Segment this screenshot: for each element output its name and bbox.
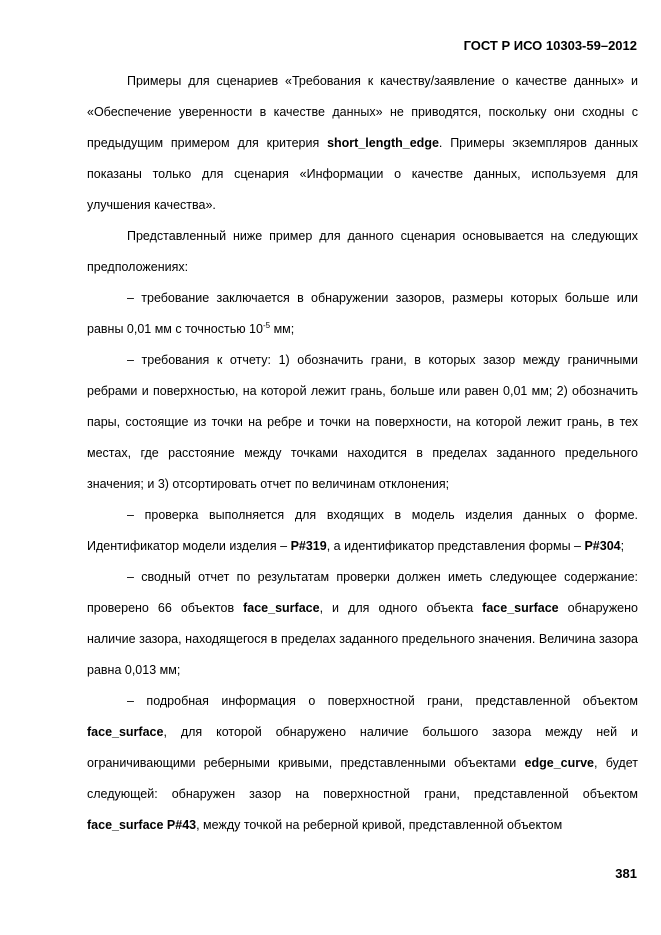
entity-name: face_surface [87,725,164,739]
paragraph-text: , и для одного объекта [319,601,483,615]
paragraph-text: , будет следующей: обнаружен зазор на поверхностной грани, представленной объектом [87,756,638,801]
paragraph-text: – требование заключается в обнаружении зазоров, размеры которых больше или равны 0,01 мм с точностью 10 [87,291,638,336]
paragraph-text: Примеры для сценариев «Требования к качеству/заявление о качестве данных» и «Обеспечение уверенности в качестве данных» не приводятся, поскольку они сходны с предыдущим примером для критерия [87,74,638,150]
paragraph-text: – подробная информация о поверхностной грани, представленной объектом [127,694,638,708]
paragraph-text: – проверка выполняется для входящих в модель изделия данных о форме. Идентификатор модели изделия – [87,508,638,553]
entity-name: face_surface [482,601,559,615]
entity-instance: face_surface P#43 [87,818,197,832]
paragraph-text: , а идентификатор представления формы – [326,539,585,553]
entity-name: face_surface [243,601,320,615]
shape-representation-id: P#304 [584,539,621,553]
paragraph-5 [87,500,638,562]
document-code-header: ГОСТ Р ИСО 10303-59–2012 [463,38,637,53]
paragraph-2: Представленный ниже пример для данного сценария основывается на следующих предположениях: [87,229,638,274]
paragraph-text: мм; [270,322,295,336]
paragraph-text: ; [620,539,625,553]
paragraph-text: . Примеры экземпляров данных показаны только для сценария «Информации о качестве данных, используемя для улучшения качества». [87,136,639,212]
paragraph-text: – сводный отчет по результатам проверки должен иметь следующее содержание: проверено 66 объектов [87,570,638,615]
document-body [87,66,638,841]
entity-name: edge_curve [524,756,594,770]
paragraph-text: , между точкой на реберной кривой, представленной объектом [196,818,563,832]
page-number: 381 [615,866,637,881]
exponent: -5 [262,320,271,330]
criterion-name: short_length_edge [327,136,439,150]
product-model-id: P#319 [290,539,327,553]
paragraph-3 [87,283,638,345]
paragraph-7 [87,686,638,841]
paragraph-1 [87,66,638,221]
paragraph-4: – требования к отчету: 1) обозначить грани, в которых зазор между граничными ребрами и поверхностью, на которой лежит грань, больше или равен 0,01 мм; 2) обозначить пары, состоящие из точки на ребре и точки на поверхности, на которой лежит грань, в тех местах, где расстояние между точками находится в пределах заданного предельного значения; и 3) отсортировать отчет по величинам отклонения; [87,353,638,491]
paragraph-text: обнаружено наличие зазора, находящегося в пределах заданного предельного значения. Величина зазора равна 0,013 мм; [87,601,638,677]
paragraph-text: , для которой обнаружено наличие большого зазора между ней и ограничивающими реберными кривыми, представленными объектами [87,725,638,770]
paragraph-6 [87,562,638,686]
